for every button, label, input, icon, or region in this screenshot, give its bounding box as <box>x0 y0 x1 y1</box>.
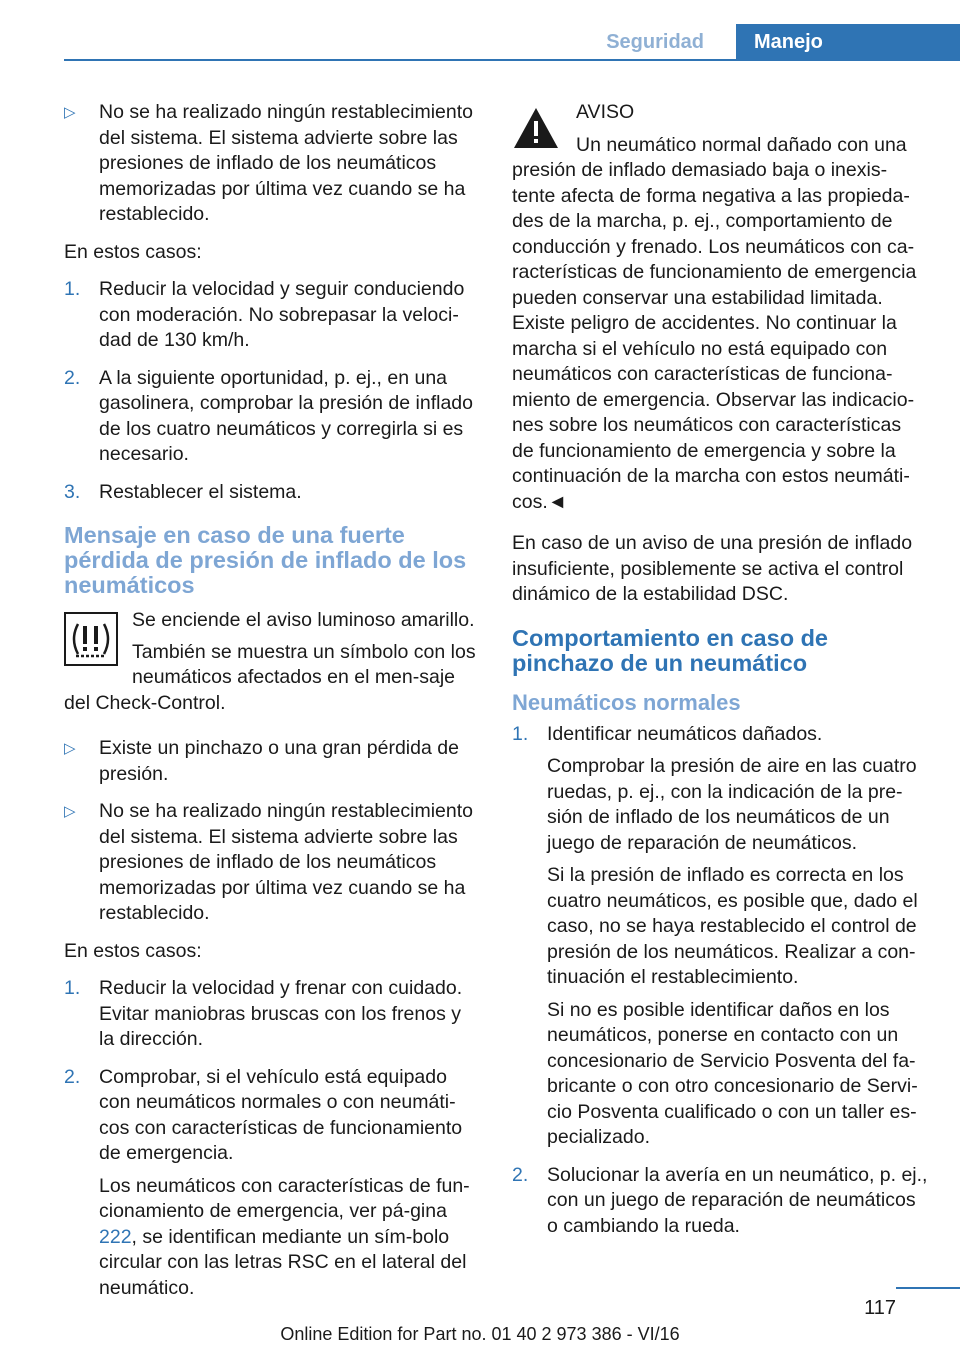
bullet-text: No se ha realizado ningún restablecimiento del sistema. El sistema advierte sobre las presiones de inflado de los neumáticos memorizadas por última vez cuando se ha restablecido. <box>99 800 473 924</box>
step-text: A la siguiente oportunidad, p. ej., en una gasolinera, comprobar la presión de inflado de los cuatro neumáticos y corregirla si es necesario. <box>99 366 473 465</box>
step-number: 3. <box>64 480 81 503</box>
section-heading: Mensaje en caso de una fuerte pérdida de presión de inflado de los neumáticos <box>64 522 467 598</box>
step-number: 2. <box>64 1065 81 1088</box>
list-item <box>64 366 480 468</box>
left-column <box>64 100 480 1313</box>
paragraph: En caso de un aviso de una presión de inflado insuficiente, posiblemente se activa el control dinámico de la estabilidad DSC. <box>512 532 913 605</box>
page-footer <box>0 1282 960 1362</box>
warning-triangle-icon <box>512 106 560 150</box>
sub-text: Los neumáticos con características de fun‐cionamiento de emergencia, ver pá‐gina <box>99 1174 470 1222</box>
sub-text: , se identifican mediante un sím‐bolo circular con las letras RSC en el lateral del neumático. <box>99 1225 467 1299</box>
warning-text: Un neumático normal dañado con una presión de inflado demasiado baja o inexis‐tente afecta de forma negativa a las propieda‐des de la marcha, p. ej., comportamiento de conducción y frenado. Los neumáticos con ca‐racterísticas de funcionamiento de emergencia pueden conservar una estabilidad limitada. Existe peligro de accidentes. No continuar la marcha si el vehículo no está equipado con neumáticos con características de funciona‐miento de emergencia. Observar las indicacio‐nes sobre los neumáticos con características de funcionamiento de emergencia y sobre la continuación de la marcha con estos neumáti‐cos.◄ <box>512 133 917 513</box>
step-subparagraph: Si no es posible identificar daños en los neumáticos, ponerse en contacto con un concesionario de Servicio Posventa del fa‐bricante o con otro concesionario de Servi‐cio Posventa cualificado o con un taller es‐pecializado. <box>547 998 918 1148</box>
step-subparagraph: Si la presión de inflado es correcta en los cuatro neumáticos, es posible que, dado el caso, no se haya restablecido el control de presión de los neumáticos. Realizar a con‐tinuación el restablecimiento. <box>547 864 918 988</box>
list-item <box>512 722 928 1151</box>
step-text: Reducir la velocidad y seguir conduciendo con moderación. No sobrepasar la veloci‐dad de 130 km/h. <box>99 278 465 351</box>
bullet-triangle-icon: ▷ <box>64 104 76 121</box>
step-number: 2. <box>512 1163 529 1186</box>
list-item <box>64 100 480 228</box>
bullet-text: Existe un pinchazo o una gran pérdida de presión. <box>99 737 459 785</box>
step-text: Identificar neumáticos dañados. <box>547 722 823 745</box>
list-item <box>64 799 480 927</box>
paragraph: También se muestra un símbolo con los neumáticos afectados en el men‐saje del Check-Control. <box>64 640 476 714</box>
tire-pressure-warning-icon <box>64 612 118 666</box>
step-text: Reducir la velocidad y frenar con cuidado. Evitar maniobras bruscas con los frenos y la dirección. <box>99 977 463 1050</box>
bullet-text: No se ha realizado ningún restablecimiento del sistema. El sistema advierte sobre las presiones de inflado de los neumáticos memorizadas por última vez cuando se ha restablecido. <box>99 101 473 225</box>
step-number: 1. <box>64 278 81 300</box>
list-item <box>64 277 480 354</box>
list-item <box>64 480 480 506</box>
step-text: Solucionar la avería en un neumático, p. ej., con un juego de reparación de neumáticos o cambiando la rueda. <box>547 1163 928 1237</box>
edition-line: Online Edition for Part no. 01 40 2 973 386 - VI/16 <box>280 1324 680 1344</box>
bullet-triangle-icon: ▷ <box>64 803 76 820</box>
step-number: 2. <box>64 366 81 389</box>
step-subparagraph: Comprobar la presión de aire en las cuatro ruedas, p. ej., con la indicación de la pre‐sión de inflado de los neumáticos de un juego de reparación de neumáticos. <box>547 755 917 854</box>
section-heading: Comportamiento en caso de pinchazo de un neumático <box>512 624 828 676</box>
list-item <box>64 1065 480 1302</box>
indicator-block <box>64 608 480 716</box>
step-text: Restablecer el sistema. <box>99 480 302 503</box>
footer-rule <box>896 1287 960 1289</box>
warning-block <box>512 100 928 515</box>
page-link[interactable]: 222 <box>99 1225 132 1248</box>
paragraph: En estos casos: <box>64 240 202 263</box>
header-rule <box>64 59 960 61</box>
page-number: 117 <box>864 1297 896 1319</box>
bullet-triangle-icon: ▷ <box>64 740 76 757</box>
warning-title: AVISO <box>576 101 635 123</box>
subsection-heading: Neumáticos normales <box>512 689 741 715</box>
step-text: Comprobar, si el vehículo está equipado con neumáticos normales o con neumáti‐cos con características de funcionamiento de emergencia. <box>99 1065 463 1164</box>
list-item <box>512 1163 928 1240</box>
list-item <box>64 736 480 787</box>
step-number: 1. <box>512 722 529 745</box>
page-header <box>64 24 960 61</box>
paragraph: En estos casos: <box>64 939 202 962</box>
step-number: 1. <box>64 977 81 999</box>
chapter-tab[interactable]: Manejo <box>736 24 960 61</box>
right-column <box>512 100 928 1251</box>
list-item <box>64 976 480 1053</box>
section-tab[interactable]: Seguridad <box>606 31 704 53</box>
paragraph: Se enciende el aviso luminoso amarillo. <box>132 609 475 631</box>
